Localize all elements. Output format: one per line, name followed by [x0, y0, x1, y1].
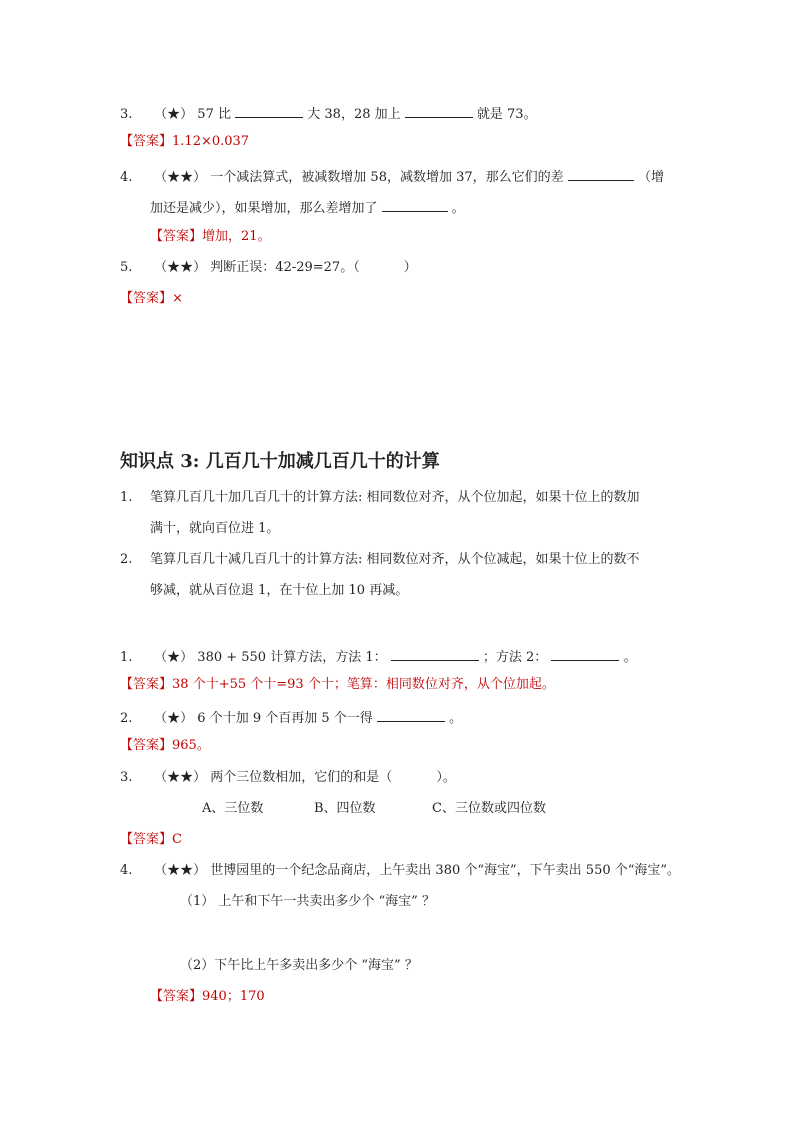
- option-b[interactable]: B、四位数: [314, 801, 376, 816]
- question-4: [120, 166, 664, 187]
- practice-answer-3: [120, 831, 182, 849]
- question-text: 大 38，28 加上: [307, 107, 401, 122]
- rule-item-cont: 够减，就从百位退 1，在十位上加 10 再减。: [150, 583, 409, 598]
- practice-question-4: [120, 862, 680, 880]
- answer-4: [150, 228, 271, 246]
- answer-text: C: [172, 832, 182, 847]
- answer-label: 【答案】: [120, 738, 173, 753]
- practice-answer-2: [120, 737, 210, 755]
- rule-item: [120, 551, 640, 569]
- difficulty-stars: （★★）: [154, 770, 207, 785]
- sub-question-2: （2）下午比上午多卖出多少个 “海宝” ？: [180, 958, 418, 973]
- question-text: 57 比: [197, 107, 231, 122]
- question-text: 一个减法算式，被减数增加 58，减数增加 37，那么它们的差: [210, 170, 564, 185]
- question-text: 判断正误：42-29=27。（: [210, 260, 360, 275]
- answer-label: 【答案】: [150, 229, 203, 244]
- question-number: 3.: [120, 770, 133, 785]
- question-text: 。: [623, 650, 637, 665]
- option-a[interactable]: A、三位数: [202, 801, 264, 816]
- difficulty-stars: （★★）: [154, 260, 207, 275]
- question-number: 4.: [120, 863, 133, 878]
- answer-blank[interactable]: [405, 103, 473, 118]
- practice-answer-4: [150, 988, 265, 1006]
- section-heading: 知识点 3: 几百几十加减几百几十的计算: [120, 451, 440, 472]
- rule-number: 2.: [120, 552, 133, 567]
- rule-text: 笔算几百几十加几百几十的计算方法: 相同数位对齐，从个位加起，如果十位上的数加: [150, 490, 640, 505]
- answer-label: 【答案】: [120, 677, 173, 692]
- answer-text: 38 个十+55 个十=93 个十；笔算：相同数位对齐，从个位加起。: [172, 677, 555, 692]
- rule-item-cont: 满十，就向百位进 1。: [150, 521, 280, 536]
- difficulty-stars: （★★）: [154, 863, 207, 878]
- practice-question-1: [120, 646, 637, 667]
- difficulty-stars: （★）: [154, 711, 194, 726]
- answer-text: ×: [172, 291, 183, 306]
- answer-blank[interactable]: [377, 707, 445, 722]
- question-text: 380 + 550 计算方法，方法 1：: [197, 650, 387, 665]
- question-3: [120, 103, 537, 124]
- answer-label: 【答案】: [120, 291, 173, 306]
- rule-number: 1.: [120, 490, 133, 505]
- practice-question-2: [120, 707, 462, 728]
- question-text: 就是 73。: [476, 107, 537, 122]
- answer-text: 1.12×0.037: [172, 134, 250, 149]
- question-text: ；方法 2：: [482, 650, 548, 665]
- question-text: 6 个十加 9 个百再加 5 个一得: [197, 711, 373, 726]
- answer-blank[interactable]: [568, 166, 634, 181]
- question-number: 4.: [120, 170, 133, 185]
- answer-3: [120, 133, 249, 151]
- practice-question-3: [120, 769, 456, 787]
- sub-question-1: （1） 上午和下午一共卖出多少个 “海宝” ？: [180, 894, 435, 909]
- answer-blank[interactable]: [551, 646, 619, 661]
- answer-blank[interactable]: [235, 103, 303, 118]
- answer-text: 965。: [172, 738, 210, 753]
- rule-text: 笔算几百几十减几百几十的计算方法: 相同数位对齐，从个位减起，如果十位上的数不: [150, 552, 640, 567]
- option-c[interactable]: C、三位数或四位数: [432, 801, 546, 816]
- question-number: 1.: [120, 650, 133, 665]
- answer-5: [120, 290, 183, 308]
- question-number: 3.: [120, 107, 133, 122]
- answer-label: 【答案】: [120, 134, 173, 149]
- question-text: 。: [451, 201, 465, 216]
- question-number: 5.: [120, 260, 133, 275]
- answer-label: 【答案】: [120, 832, 173, 847]
- answer-text: 增加，21。: [202, 229, 271, 244]
- difficulty-stars: （★★）: [154, 170, 207, 185]
- question-text: （增: [637, 170, 664, 185]
- question-text: 两个三位数相加，它们的和是（: [210, 770, 393, 785]
- question-number: 2.: [120, 711, 133, 726]
- answer-label: 【答案】: [150, 989, 203, 1004]
- answer-blank[interactable]: [391, 646, 479, 661]
- answer-text: 940；170: [202, 989, 265, 1004]
- question-text: 世博园里的一个纪念品商店，上午卖出 380 个“海宝”，下午卖出 550 个“海宝”。: [210, 863, 681, 878]
- practice-answer-1: [120, 676, 555, 694]
- rule-item: [120, 489, 640, 507]
- question-text: 加还是减少），如果增加，那么差增加了: [150, 201, 378, 216]
- question-text: ）。: [436, 770, 456, 785]
- answer-blank[interactable]: [382, 197, 448, 212]
- question-text: 。: [449, 711, 463, 726]
- difficulty-stars: （★）: [154, 107, 194, 122]
- difficulty-stars: （★）: [154, 650, 194, 665]
- question-text: ）: [403, 260, 417, 275]
- question-5: [120, 259, 417, 277]
- question-4-cont: [150, 197, 465, 218]
